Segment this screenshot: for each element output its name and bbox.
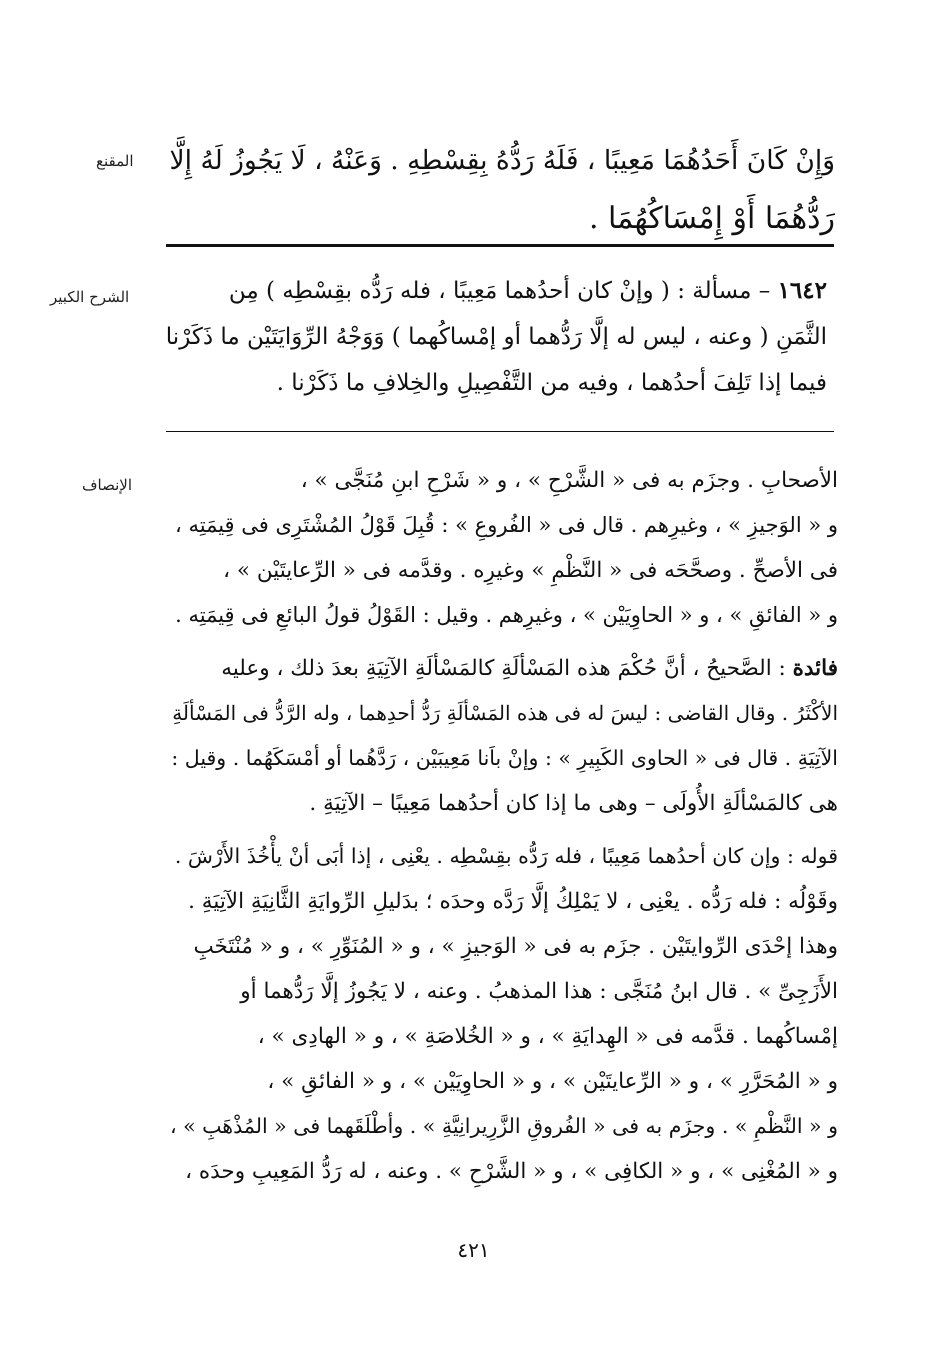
insaf-line: الآتِيَةِ . قال فى « الحاوى الكَبِيرِ » : وإنْ باَنا مَعِيبَيْن ، رَدَّهُما أو أمْسَكَهُما . وقيل :	[171, 746, 838, 770]
insaf-line: هى كالمَسْألَةِ الأُولَى – وهى ما إذا كان أحدُهما مَعِيبًا – الآتِيَةِ .	[309, 791, 838, 816]
muqni-line: وَإِنْ كَانَ أَحَدُهُمَا مَعِيبًا ، فَلَهُ رَدُّهُ بِقِسْطِهِ . وَعَنْهُ ، لَا يَجُوزُ لَهُ إِلَّا	[169, 145, 835, 176]
sharh-line	[162, 268, 827, 314]
muqni-side-label: المقنع	[96, 152, 134, 170]
insaf-paragraph-3	[160, 834, 838, 1194]
sharh-line-text: – مسألة : ( وإنْ كان أحدُهما مَعِيبًا ، فله رَدُّه بقِسْطِه ) مِن	[228, 278, 771, 304]
insaf-line: الأَزَجِىِّ » . قال ابنُ مُنَجَّى : هذا المذهبُ . وعنه ، لا يَجُوزُ إلَّا رَدُّهما أو	[240, 979, 838, 1004]
insaf-line: وقَوْلُه : فله رَدُّه . يعْنِى ، لا يَمْلِكُ إلَّا رَدَّه وحدَه ؛ بدَليلِ الرِّوايَةِ الثَّانِيَةِ الآتِيَةِ .	[188, 889, 838, 914]
sharh-side-label: الشرح الكبير	[50, 288, 130, 306]
insaf-line: و « الوَجيزِ » ، وغيرِهم . قال فى « الفُروعِ » : قُبِلَ قَوْلُ المُشْتَرِى فى قِيمَتِه ،	[175, 513, 838, 537]
insaf-paragraph-1	[160, 458, 838, 638]
insaf-paragraph-fa'ida	[160, 646, 838, 826]
page-number: ٤٢١	[457, 1238, 490, 1262]
insaf-line-text: : الصَّحيحُ ، أنَّ حُكْمَ هذه المَسْألَةِ كالمَسْألَةِ الآتِيَةِ بعدَ ذلك ، وعليه	[221, 656, 786, 681]
insaf-line: الأصحابِ . وجزَم به فى « الشَّرْحِ » ، و « شَرْحِ ابنِ مُنَجَّى » ،	[300, 468, 838, 493]
thin-divider	[166, 431, 834, 432]
insaf-line: و « المُغْنِى » ، و « الكافِى » ، و « الشَّرْحِ » . وعنه ، له رَدُّ المَعِيبِ وحدَه ،	[185, 1159, 838, 1184]
sharh-line: الثَّمَنِ ( وعنه ، ليس له إلَّا رَدُّهما أو إمْساكُهما ) وَوَجْهُ الرِّوَايَتَيْن ما ذَكَرْنا	[165, 324, 827, 350]
insaf-line: قوله : وإن كان أحدُهما مَعِيبًا ، فله رَدُّه بقِسْطِه . يعْنِى ، إذا أبَى أنْ يأْخُذَ الأَرْشَ .	[174, 844, 838, 868]
sharh-line: فيما إذا تَلِفَ أحدُهما ، وفيه من التَّفْصِيلِ والخِلافِ ما ذَكَرْنا .	[276, 370, 827, 396]
insaf-line: فى الأصحِّ . وصحَّحَه فى « النَّظْمِ » وغيرِه . وقدَّمه فى « الرِّعايتَيْن » ،	[223, 558, 838, 583]
fa'ida-label: فائدة	[792, 656, 838, 681]
muqni-line: رَدُّهُمَا أَوْ إِمْسَاكُهُمَا .	[588, 201, 835, 236]
insaf-line	[160, 646, 838, 691]
insaf-line: و « النَّظْمِ » . وجزَم به فى « الفُروقِ الزَّرِيرانِيَّةِ » . وأطْلَقَهما فى « المُذْهَبِ » ،	[169, 1114, 838, 1138]
insaf-line: إمْساكُهما . قدَّمه فى « الهِدايَةِ » ، و « الخُلاصَةِ » ، و « الهادِى » ،	[257, 1024, 838, 1049]
issue-number: ١٦٤٢	[777, 277, 827, 304]
thick-divider	[166, 244, 834, 247]
insaf-side-label: الإنصاف	[82, 476, 133, 494]
sharh-text-block	[162, 268, 827, 406]
insaf-line: و « المُحَرَّرِ » ، و « الرِّعايتَيْن » ، و « الحاوِيَيْن » ، و « الفائقِ » ،	[267, 1069, 838, 1094]
muqni-text-block	[160, 132, 835, 248]
insaf-line: الأكْثَرُ . وقال القاضى : ليسَ له فى هذه المَسْألَةِ رَدُّ أحدِهما ، وله الرَّدُّ فى المَسْألَةِ	[172, 701, 838, 725]
insaf-line: وهذا إحْدَى الرِّوايتَيْن . جزَم به فى « الوَجيزِ » ، و « المُنَوِّرِ » ، و « مُنْتَخَبِ	[193, 934, 838, 959]
insaf-text-block	[160, 458, 838, 1194]
insaf-line: و « الفائقِ » ، و « الحاوِيَيْن » ، وغيرِهم . وقيل : القَوْلُ قولُ البائعِ فى قِيمَتِه .	[175, 603, 838, 627]
